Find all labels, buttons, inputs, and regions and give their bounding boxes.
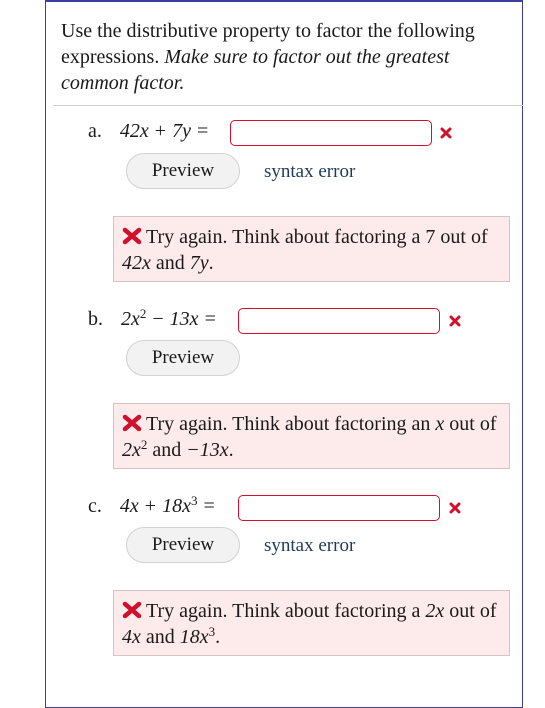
preview-button-a[interactable]: Preview xyxy=(126,153,240,189)
problem-a-operator: + xyxy=(154,120,167,142)
x-mark-icon xyxy=(449,315,461,327)
feedback-a xyxy=(113,216,510,282)
problem-c-exponent: 3 xyxy=(190,493,198,508)
problem-c-operator: + xyxy=(144,495,157,517)
problem-b-label xyxy=(88,307,222,331)
x-mark-icon xyxy=(440,127,452,139)
problem-b-term-1: 2x xyxy=(121,308,140,330)
problem-a-label xyxy=(88,119,214,143)
feedback-c-math-2: 18x xyxy=(179,626,209,648)
problem-c-term-2: 18x xyxy=(162,495,191,517)
feedback-c-math-2-exponent: 3 xyxy=(208,624,216,639)
feedback-c-and: and xyxy=(140,626,180,648)
feedback-b-mid: out of xyxy=(444,413,497,435)
divider xyxy=(53,105,523,106)
problem-a-letter: a. xyxy=(88,120,102,142)
problem-a-term-2: 7y xyxy=(172,120,191,142)
preview-button-b[interactable]: Preview xyxy=(126,340,240,376)
problem-c-term-1: 4x xyxy=(119,495,139,517)
feedback-b xyxy=(113,403,510,469)
feedback-c-mid: out of xyxy=(444,600,497,622)
problem-c-label xyxy=(88,494,221,518)
red-x-icon xyxy=(122,414,142,432)
preview-button-c[interactable]: Preview xyxy=(126,527,240,563)
problem-a-term-1: 42x xyxy=(119,120,149,142)
feedback-a-and: and xyxy=(150,252,190,274)
problem-c-letter: c. xyxy=(88,495,102,517)
feedback-a-math-2: 7y xyxy=(189,252,209,274)
feedback-b-prefix: Try again. Think about factoring an xyxy=(146,413,436,435)
feedback-a-prefix: Try again. Think about factoring a 7 out of xyxy=(146,226,488,248)
answer-input-c[interactable] xyxy=(238,495,440,521)
feedback-c xyxy=(113,590,510,656)
feedback-a-math-1: 42x xyxy=(122,252,151,274)
red-x-icon xyxy=(122,227,142,245)
feedback-c-suffix: . xyxy=(215,626,221,648)
feedback-b-math-2: −13x xyxy=(186,439,229,461)
status-c: syntax error xyxy=(264,535,356,556)
feedback-c-var: 2x xyxy=(425,600,445,622)
instructions xyxy=(61,18,511,96)
feedback-a-suffix: . xyxy=(208,252,214,274)
problem-b-exponent: 2 xyxy=(139,306,147,321)
feedback-c-prefix: Try again. Think about factoring a xyxy=(146,600,426,622)
problem-b-term-2: 13x xyxy=(169,308,199,330)
feedback-c-math-1: 4x xyxy=(122,626,141,648)
problem-b-equals: = xyxy=(204,308,216,330)
feedback-b-and: and xyxy=(147,439,187,461)
feedback-b-math-1: 2x xyxy=(122,439,141,461)
feedback-b-suffix: . xyxy=(228,439,234,461)
x-mark-icon xyxy=(449,502,461,514)
problem-b-operator: − xyxy=(152,308,164,330)
feedback-b-var: x xyxy=(435,413,445,435)
instructions-emphasis: Make sure to factor out the greatest common factor. xyxy=(61,46,450,94)
problem-a-equals: = xyxy=(196,120,209,142)
feedback-b-math-1-exponent: 2 xyxy=(140,437,148,452)
problem-b-letter: b. xyxy=(88,308,103,330)
status-a: syntax error xyxy=(264,161,356,182)
problem-c-equals: = xyxy=(203,495,215,517)
instructions-text: Use the distributive property to factor the following expressions. xyxy=(61,20,475,68)
red-x-icon xyxy=(122,601,142,619)
answer-input-a[interactable] xyxy=(230,120,432,146)
answer-input-b[interactable] xyxy=(238,308,440,334)
